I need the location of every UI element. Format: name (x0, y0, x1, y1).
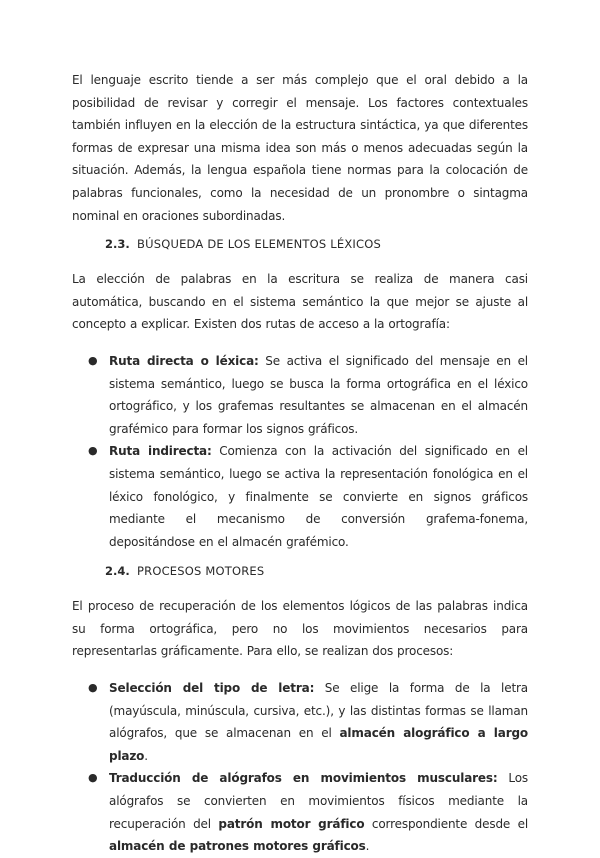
bullet-icon: ● (88, 353, 98, 367)
section-title: BÚSQUEDA DE LOS ELEMENTOS LÉXICOS (137, 237, 381, 252)
list-item-text: Se elige la forma de la letra (mayúscula, minúscula, cursiva, etc.), y las distintas formas se llaman alógrafos, que se almacenan en el (109, 681, 528, 741)
list-item-text: Comienza con la activación del significado en el sistema semántico, luego se activa la representación fonológica en el léxico fonológico, y finalmente se convierte en signos gráficos mediante el mecanismo de conversión grafema-fonema, depositándose en el almacén grafémico. (109, 444, 528, 549)
section-number: 2.3. (105, 237, 130, 252)
bullet-icon: ● (88, 681, 98, 695)
list-item-ruta-indirecta (72, 440, 528, 553)
list-item-ruta-directa (72, 350, 528, 440)
section-2-3-paragraph: La elección de palabras en la escritura se realiza de manera casi automática, buscando en el sistema semántico la que mejor se ajuste al concepto a explicar. Existen dos rutas de acceso a la ortografía: (72, 272, 528, 332)
list-item-term: Ruta directa o léxica: (109, 353, 259, 368)
list-item-emphasis: patrón motor gráfico (218, 816, 365, 831)
list-item-term: Selección del tipo de letra: (109, 681, 315, 696)
list-item-emphasis: almacén alográfico a largo plazo (109, 726, 528, 763)
list-item-text: Los alógrafos se convierten en movimientos físicos mediante la recuperación del (109, 771, 528, 831)
list-item-seleccion-letra (72, 677, 528, 767)
section-title: PROCESOS MOTORES (137, 564, 265, 579)
list-item-text: Se activa el significado del mensaje en el sistema semántico, luego se busca la forma ortográfica en el léxico ortográfico, y los grafemas resultantes se almacenan en el almacén grafémico para formar los signos gráficos. (109, 353, 528, 436)
section-2-4-paragraph: El proceso de recuperación de los elementos lógicos de las palabras indica su forma ortográfica, pero no los movimientos necesarios para representarlas gráficamente. Para ello, se realizan dos procesos: (72, 599, 528, 659)
list-item-text-end: . (144, 748, 148, 763)
list-item-text-end: . (365, 839, 370, 854)
list-item-term: Ruta indirecta: (109, 444, 212, 459)
access-routes-list (72, 350, 528, 553)
bullet-icon: ● (88, 444, 98, 458)
list-item-emphasis-2: almacén de patrones motores gráficos (109, 839, 366, 854)
intro-paragraph: El lenguaje escrito tiende a ser más complejo que el oral debido a la posibilidad de revisar y corregir el mensaje. Los factores contextuales también influyen en la elección de la estructura sintáctica, ya que diferentes formas de expresar una misma idea son más o menos adecuadas según la situación. Además, la lengua española tiene normas para la colocación de palabras funcionales, como la necesidad de un pronombre o sintagma nominal en oraciones subordinadas. (72, 73, 528, 223)
section-heading-2-3 (72, 233, 528, 255)
list-item-traduccion-alografos (72, 767, 528, 857)
section-number: 2.4. (105, 564, 130, 579)
list-item-text-middle: correspondiente desde el (364, 816, 529, 831)
section-heading-2-4 (72, 560, 528, 582)
list-item-term: Traducción de alógrafos en movimientos musculares: (109, 771, 498, 786)
bullet-icon: ● (88, 771, 98, 785)
motor-processes-list (72, 677, 528, 858)
